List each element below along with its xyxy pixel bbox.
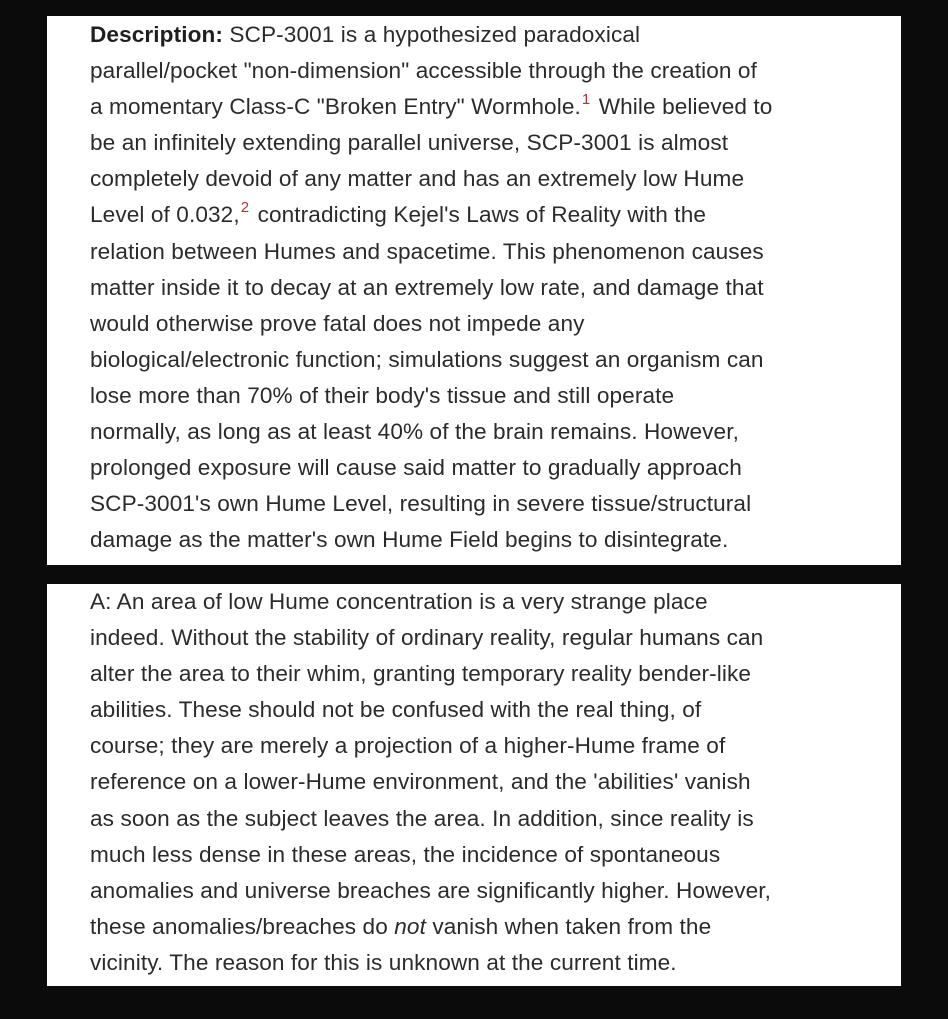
text-segment: these anomalies/breaches do (90, 913, 395, 939)
footnote-link-2[interactable]: 2 (240, 199, 250, 217)
text-line: abilities. These should not be confused with the real thing, of (90, 697, 702, 723)
text-segment: Level of 0.032, (90, 202, 240, 228)
text-line: biological/electronic function; simulations suggest an organism can (90, 346, 764, 372)
text-line: alter the area to their whim, granting temporary reality bender-like (90, 661, 752, 687)
text-line: be an infinitely extending parallel universe, SCP-3001 is almost (90, 130, 729, 156)
answer-paragraph (90, 584, 871, 981)
text-line: relation between Humes and spacetime. This phenomenon causes (90, 238, 764, 264)
text-line: indeed. Without the stability of ordinary reality, regular humans can (90, 625, 764, 651)
text-line: would otherwise prove fatal does not impede any (90, 310, 585, 336)
description-label: Description: (90, 22, 224, 47)
text-line: SCP-3001's own Hume Level, resulting in severe tissue/structural (90, 491, 752, 517)
text-line: normally, as long as at least 40% of the brain remains. However, (90, 419, 739, 445)
text-line: as soon as the subject leaves the area. In addition, since reality is (90, 805, 754, 831)
text-line: damage as the matter's own Hume Field begins to disintegrate. (90, 527, 729, 553)
text-segment: vanish when taken from the (425, 913, 712, 939)
text-line: lose more than 70% of their body's tissue and still operate (90, 382, 675, 408)
emphasis-not: not (394, 913, 426, 939)
description-paragraph (90, 17, 871, 558)
text-line (90, 17, 871, 53)
description-panel (47, 16, 901, 565)
text-segment: contradicting Kejel's Laws of Reality with the (251, 202, 707, 228)
text-line: prolonged exposure will cause said matter to gradually approach (90, 455, 742, 481)
text-segment: SCP-3001 is a hypothesized paradoxical (223, 22, 641, 47)
text-line (90, 909, 871, 945)
text-line: matter inside it to decay at an extremely low rate, and damage that (90, 274, 764, 300)
text-line: much less dense in these areas, the incidence of spontaneous (90, 841, 721, 867)
text-segment: a momentary Class-C "Broken Entry" Wormhole. (90, 94, 581, 120)
text-line: reference on a lower-Hume environment, and the 'abilities' vanish (90, 769, 751, 795)
text-line: parallel/pocket "non-dimension" accessible through the creation of (90, 58, 757, 84)
text-line (90, 89, 871, 125)
text-line: A: An area of low Hume concentration is a very strange place (90, 589, 708, 614)
footnote-link-1[interactable]: 1 (581, 91, 591, 109)
text-line: anomalies and universe breaches are significantly higher. However, (90, 877, 772, 903)
text-line: completely devoid of any matter and has an extremely low Hume (90, 166, 745, 192)
text-line: course; they are merely a projection of a higher-Hume frame of (90, 733, 726, 759)
text-segment: While believed to (592, 94, 773, 120)
text-line: vicinity. The reason for this is unknown at the current time. (90, 949, 677, 975)
text-line (90, 197, 871, 233)
answer-panel (47, 584, 901, 986)
